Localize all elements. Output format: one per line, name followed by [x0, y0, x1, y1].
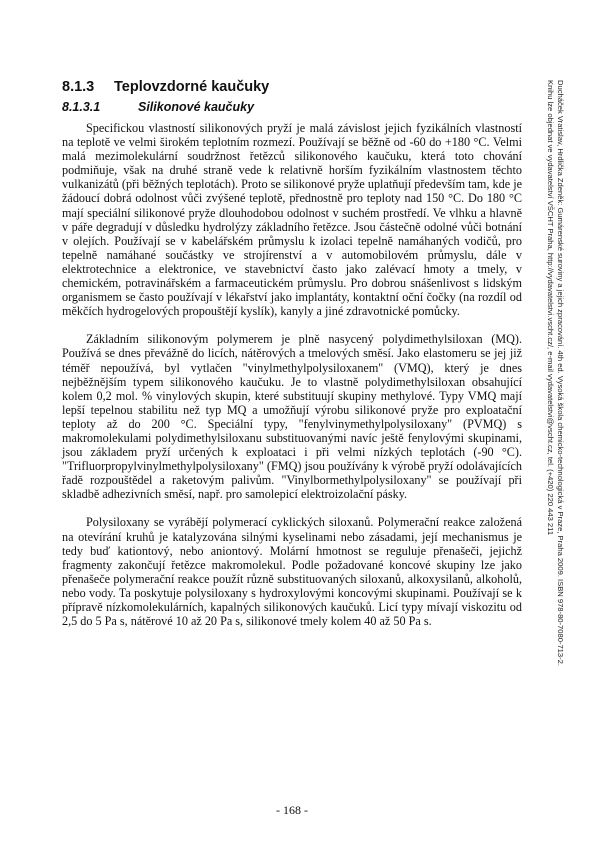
paragraph-2: Základním silikonovým polymerem je plně nasycený polydimethylsiloxan (MQ). Používá se dnes převážně do licích, nátěrových a tmelových směsí. Jako elastomeru se jej již téměř nepoužívá, byl vytlačen "vinylmethylpolysiloxanem" (VMQ), který je dnes nejběžnějším typem silikonového kaučuku. Je to vlastně polydimethylsiloxan obsahující kolem 0,2 mol. % vinylových skupin, které substituují skupiny methylové. Typy VMQ mají lepší tepelnou stabilitu než typ MQ a umožňují výrobu silikonové pryže pro exploatační teploty až do 200 °C. Speciální typy, "fenylvinymethylpolysiloxany" (PVMQ) s makromolekulami polydimethylsiloxanu substituovanými navíc ještě fenylovými skupinami, jsou základem pryží určených k exploataci i při velmi nízkých teplotách (-90 °C). "Trifluorpropylvinylmethylpolysiloxany" (FMQ) jsou používány k výrobě pryží odolávajících řadě rozpouštědel a raketovým palivům. "Vinylbormethylpolysiloxany" se používají při skladbě adhezivních směsí, např. pro samolepicí elektroizolační pásky.	[62, 332, 522, 502]
section-heading	[62, 79, 269, 95]
body-text	[62, 121, 522, 628]
paragraph-3: Polysiloxany se vyrábějí polymerací cyklických siloxanů. Polymerační reakce založená na otevírání kruhů je katalyzována silnými kyselinami nebo zásadami, její mechanismus je tedy buď kationtový, nebo aniontový. Molární hmotnost se reguluje přenašeči, jejichž fragmenty zakončují řetězce makromolekul. Podle požadované koncové skupiny lze jako přenašeče polymerační reakce použít různě substituovaných siloxanů, alkoxysilanů, alkoholů, nebo vody. Ta poskytuje polysiloxany s hydroxylovými koncovými skupinami. Používají se k přípravě nízkomolekulárních, kapalných silikonových kaučuků. Licí typy mívají viskozitu od 2,5 do 5 Pa s, nátěrové 10 až 20 Pa s, silikonové tmely kolem 40 až 50 Pa s.	[62, 515, 522, 629]
citation-line: Ducháček Vratislav, Hrdlička Zdeněk: Gumárenské suroviny a jejich zpracování. 4th ed. Vysoká škola chemicko-technologická v Praze, Praha 2009. ISBN 978-80-7080-713-2.	[556, 80, 565, 666]
section-title: Teplovzdorné kaučuky	[114, 79, 270, 95]
order-info-line: Knihu lze objednat ve vydavatelství VŠCHT Praha, http://vydavatelstvi.vscht.cz/, e-mail vydavatelstvi@vscht.cz, tel. (+420) 220 443 211	[546, 80, 555, 536]
subsection-heading	[62, 100, 254, 114]
paragraph-1: Specifickou vlastností silikonových pryží je malá závislost jejich fyzikálních vlastností na teplotě ve velmi širokém teplotním rozmezí. Používají se běžně od -60 do +180 °C. Velmi malá mezimolekulární soudržnost řetězců silikonového kaučuku, která toto chování podmiňuje, však na druhé straně vede k relativně horším fyzikálním vlastnostem těchto vulkanizátů (při běžných teplotách). Proto se silikonové pryže uplatňují především tam, kde je žádoucí dobrá odolnost vůči zvýšené teplotě, přednostně pro teploty nad 150 °C. Do 180 °C mají speciální silikonové pryže dlouhodobou odolnost v suchém prostředí. Ve vlhku a hlavně v páře degradují v důsledku hydrolýzy základního řetězce. Jsou částečně odolné vůči botnání v olejích. Používají se v kabelářském průmyslu k izolaci tepelně namáhaných vodičů, pro tepelně namáhané součástky ve strojírenství a v automobilovém průmyslu, dále v elektrotechnice a elektronice, ve stavebnictví často jako zalévací hmoty a tmely, v chemickém, potravinářském a farmaceutickém průmyslu. Pro dobrou snášenlivost s lidským organismem se často používají v lékařství jako implantáty, kontaktní oční čočky (na rozdíl od měkčích hydrogelových propouštějí kyslík), kanyly a jiné zdravotnické pomůcky.	[62, 121, 522, 319]
citation-sidebar	[545, 80, 565, 730]
subsection-title: Silikonové kaučuky	[138, 100, 255, 114]
subsection-number: 8.1.3.1	[62, 100, 101, 114]
section-number: 8.1.3	[62, 79, 95, 95]
page-number: - 168 -	[276, 803, 308, 817]
